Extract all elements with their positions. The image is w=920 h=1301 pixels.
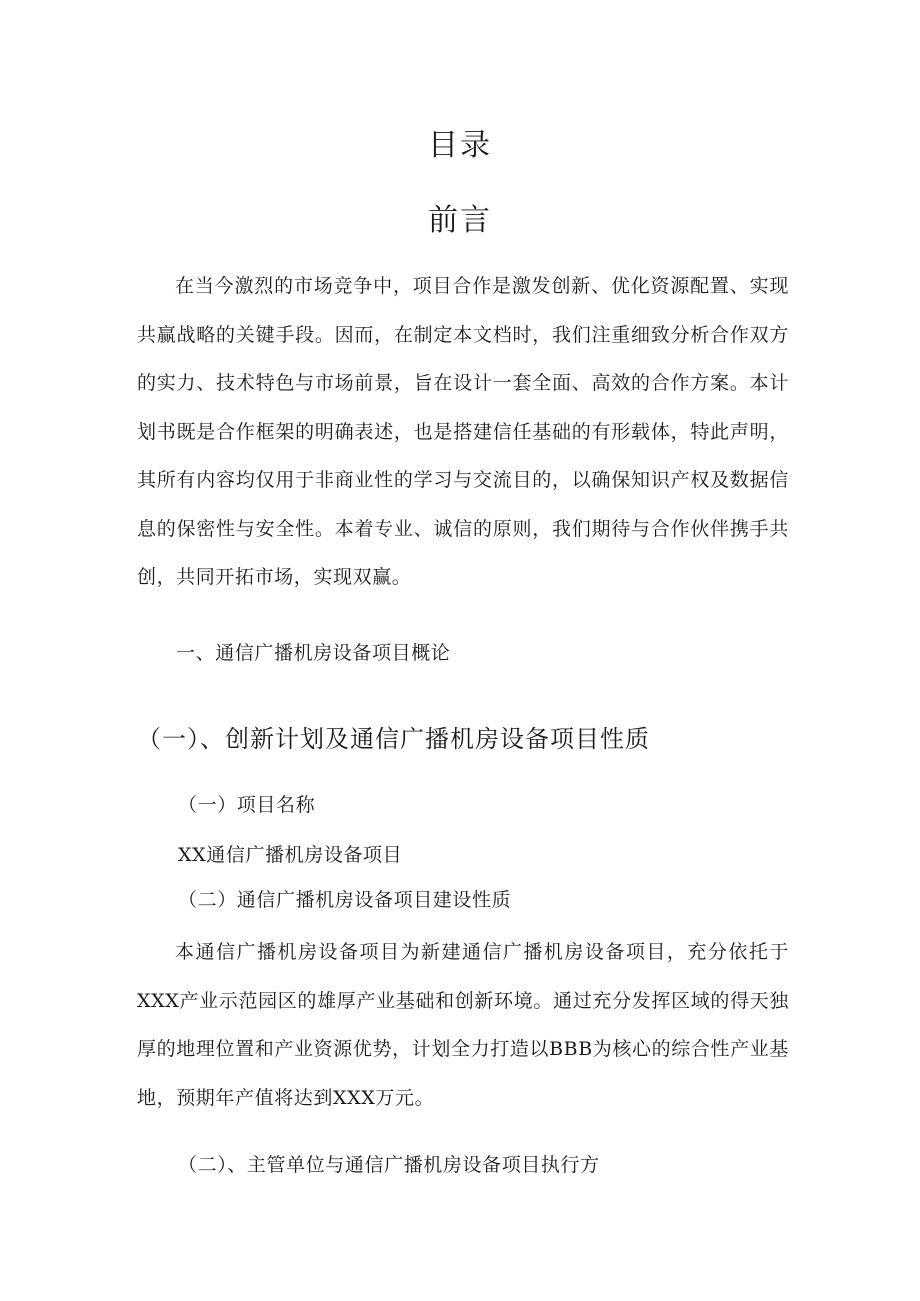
project-nature-paragraph: 本通信广播机房设备项目为新建通信广播机房设备项目，充分依托于XXX产业示范园区的雄厚产业基础和创新环境。通过充分发挥区域的得天独厚的地理位置和产业资源优势，计划全力打造以BBB为核心的综合性产业基地，预期年产值将达到XXX万元。 — [137, 941, 789, 1109]
preface-paragraph: 在当今激烈的市场竞争中，项目合作是激发创新、优化资源配置、实现共赢战略的关键手段。因而，在制定本文档时，我们注重细致分析合作双方的实力、技术特色与市场前景，旨在设计一套全面、高效的合作方案。本计划书既是合作框架的明确表述，也是搭建信任基础的有形载体，特此声明，其所有内容均仅用于非商业性的学习与交流目的，以确保知识产权及数据信息的保密性与安全性。本着专业、诚信的原则，我们期待与合作伙伴携手共创，共同开拓市场，实现双赢。 — [137, 275, 789, 588]
project-name-label: （一）项目名称 — [178, 794, 316, 816]
preface-title: 前言 — [428, 203, 492, 238]
project-nature-label: （二）通信广播机房设备项目建设性质 — [178, 889, 512, 911]
subsection-heading-2: （二）、主管单位与通信广播机房设备项目执行方 — [178, 1154, 600, 1176]
section-heading: 一、通信广播机房设备项目概论 — [176, 642, 451, 664]
toc-title: 目录 — [428, 128, 492, 163]
subsection-heading: （一）、创新计划及通信广播机房设备项目性质 — [137, 725, 650, 753]
project-name-value: XX通信广播机房设备项目 — [178, 844, 403, 866]
